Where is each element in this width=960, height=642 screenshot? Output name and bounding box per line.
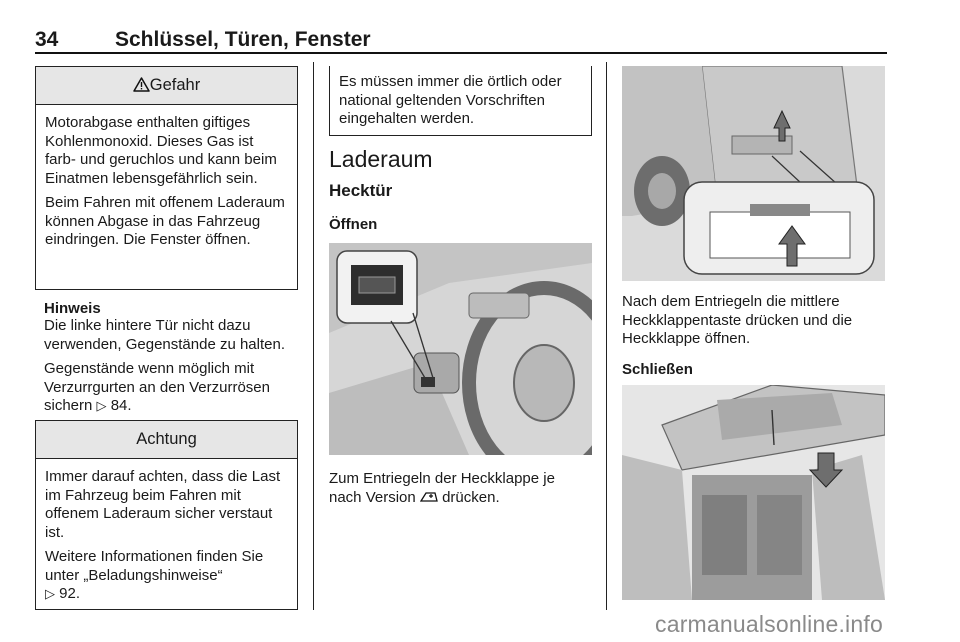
info-box-text: Es müssen immer die örtlich oder national geltenden Vorschriften eingehalten werden. <box>339 73 562 127</box>
caption-open-before: Zum Entriegeln der Heckklappe je nach Version <box>329 470 555 506</box>
close-heading: Schließen <box>622 361 693 378</box>
caution-paragraph-1: Immer darauf achten, dass die Last im Fahrzeug beim Fahren mit offenem Laderaum sicher verstaut ist. <box>45 468 281 541</box>
caution-paragraph-2 <box>45 548 288 605</box>
caption-open-after: drücken. <box>442 488 500 506</box>
note-paragraph-2-text: Gegenstände wenn möglich mit Verzurrgurten an den Verzurrösen sichern <box>44 360 270 414</box>
open-heading: Öffnen <box>329 216 378 233</box>
note-text <box>44 317 300 423</box>
caption-open <box>329 470 591 507</box>
tailgate-switch-illustration <box>329 243 592 455</box>
danger-paragraph-1: Motorabgase enthalten giftiges Kohlenmonoxid. Dieses Gas ist farb- und geruchlos und kann beim Einatmen lebensgefährlich sein. <box>45 114 277 187</box>
caution-paragraph-2-text: Weitere Informationen finden Sie unter „Beladungshinweise“ <box>45 548 264 584</box>
note-label: Hinweis <box>44 300 101 317</box>
danger-box-title: Gefahr <box>149 76 201 94</box>
watermark: carmanualsonline.info <box>655 611 883 637</box>
caption-release: Nach dem Entriegeln die mittlere Heckklappentaste drücken und die Heckklappe öffnen. <box>622 293 853 347</box>
subsection-heading: Hecktür <box>329 181 393 200</box>
page-number: 34 <box>35 28 59 51</box>
tailgate-close-illustration <box>622 385 885 600</box>
page-title: Schlüssel, Türen, Fenster <box>115 28 371 51</box>
warning-triangle-icon <box>133 77 150 92</box>
caution-page-ref[interactable]: 92. <box>59 585 81 602</box>
danger-box-content <box>36 105 297 250</box>
danger-paragraph-2: Beim Fahren mit offenem Laderaum können Abgase in das Fahrzeug eindringen. Die Fenster öffnen. <box>45 194 285 248</box>
caution-box <box>35 420 298 610</box>
note-paragraph-1: Die linke hintere Tür nicht dazu verwenden, Gegenstände zu halten. <box>44 317 286 353</box>
danger-box <box>35 66 298 290</box>
section-heading: Laderaum <box>329 146 433 172</box>
column-divider-right <box>606 62 607 610</box>
column-divider-left <box>313 62 314 610</box>
danger-box-header <box>36 67 297 105</box>
note-paragraph-2 <box>44 360 300 417</box>
tailgate-button-illustration <box>622 66 885 281</box>
page-ref-arrow-icon: ▷ <box>45 587 55 602</box>
info-box <box>329 66 592 136</box>
header-rule <box>35 52 887 54</box>
caution-box-header: Achtung <box>36 421 297 459</box>
tailgate-open-icon <box>420 490 438 503</box>
caution-box-content <box>36 459 297 605</box>
note-page-ref[interactable]: 84. <box>110 397 132 414</box>
page-ref-arrow-icon: ▷ <box>96 399 107 414</box>
